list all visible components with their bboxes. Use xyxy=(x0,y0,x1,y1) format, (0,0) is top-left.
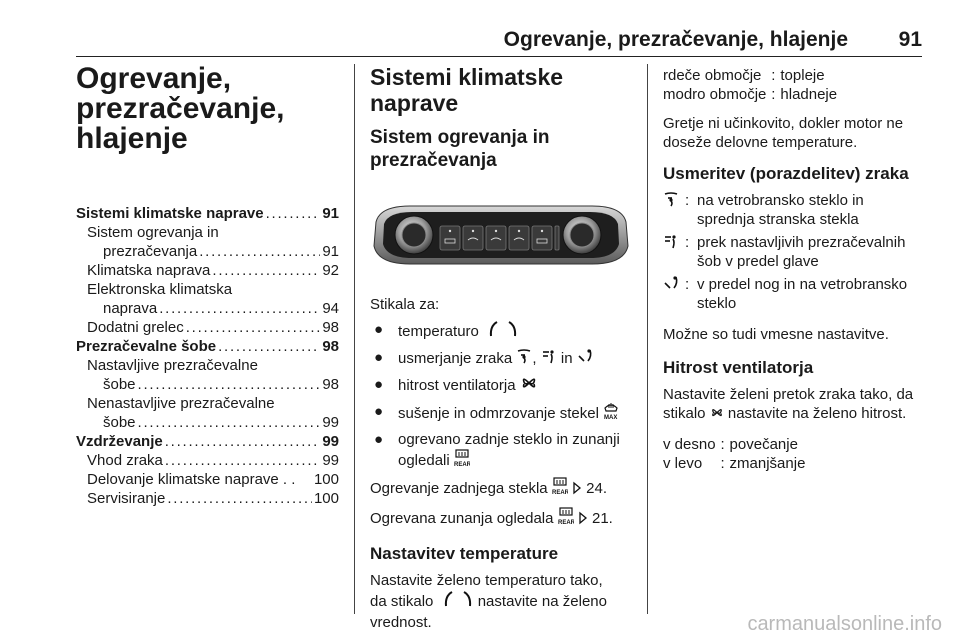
section-title xyxy=(370,64,634,116)
air-item-text xyxy=(697,275,928,313)
air-item-line: v predel nog in na vetrobransko xyxy=(697,276,908,293)
chapter-title-line: hlajenje xyxy=(76,122,188,155)
direction-key: v desno xyxy=(663,436,716,453)
table-of-contents xyxy=(76,204,339,508)
zone-value: hladneje xyxy=(780,86,838,103)
separator: : xyxy=(771,86,776,103)
fan-icon xyxy=(520,375,538,397)
direction-key: v levo xyxy=(663,455,703,472)
temperature-switch-icon xyxy=(438,590,474,613)
toc-entry-title: Servisiranje xyxy=(87,490,166,507)
air-item-line: prek nastavljivih prezračevalnih xyxy=(697,234,906,251)
paragraph-text: stikalo xyxy=(663,405,706,422)
ref-text: Ogrevana zunanja ogledala xyxy=(370,510,554,527)
paragraph-text: da stikalo xyxy=(370,593,434,610)
toc-page-number: 94 xyxy=(322,300,339,317)
toc-entry[interactable] xyxy=(76,204,339,223)
toc-leader xyxy=(218,337,320,356)
toc-entry[interactable] xyxy=(76,337,339,356)
toc-entry[interactable] xyxy=(76,470,339,489)
toc-line xyxy=(87,470,339,489)
windscreen-airflow-icon xyxy=(663,191,685,233)
toc-line xyxy=(87,223,339,242)
toc-entry-title: Prezračevalne šobe xyxy=(76,338,217,355)
fan-icon xyxy=(710,406,724,425)
toc-leader xyxy=(138,375,321,394)
separator: : xyxy=(720,455,725,472)
bullet-text: in xyxy=(560,350,573,367)
toc-page-number: 99 xyxy=(322,433,339,450)
rear-window-heating-ref xyxy=(370,477,634,500)
page-reference-arrow-icon xyxy=(578,511,588,530)
temperature-text xyxy=(370,571,634,632)
toc-leader xyxy=(165,432,321,451)
subsection-title-line: Sistem ogrevanja in xyxy=(370,127,550,148)
toc-page-number: 98 xyxy=(322,376,339,393)
toc-entry-title: Vhod zraka xyxy=(87,452,163,469)
separator: : xyxy=(685,276,690,293)
separator: : xyxy=(720,436,725,453)
chapter-title-line: prezračevanje, xyxy=(76,92,285,125)
toc-leader xyxy=(167,489,312,508)
toc-leader xyxy=(186,318,321,337)
bullet-icon: ● xyxy=(374,403,384,420)
toc-entry-title: Sistem ogrevanja in xyxy=(87,224,219,241)
ref-text: Ogrevanje zadnjega stekla xyxy=(370,480,548,497)
vent-airflow-icon xyxy=(663,233,685,275)
toc-line xyxy=(87,318,339,337)
toc-page-number: 98 xyxy=(322,319,339,336)
chapter-title-line: Ogrevanje, xyxy=(76,62,232,95)
toc-entry[interactable] xyxy=(76,223,339,261)
bullet-text: sušenje in odmrzovanje stekel xyxy=(398,405,599,422)
rear-defrost-icon xyxy=(552,477,568,500)
direction-value: zmanjšanje xyxy=(729,455,806,472)
separator: : xyxy=(771,67,776,84)
toc-leader xyxy=(199,242,320,261)
toc-entry-title: Nastavljive prezračevalne xyxy=(87,357,258,374)
air-distribution-title: Usmeritev (porazdelitev) zraka xyxy=(663,164,909,183)
list-item xyxy=(370,348,634,370)
floor-windscreen-airflow-icon xyxy=(577,348,595,370)
chapter-contents-column xyxy=(76,64,339,508)
toc-line xyxy=(87,280,339,299)
column-divider-2 xyxy=(647,64,648,614)
air-item-line: sprednja stranska stekla xyxy=(697,211,859,228)
switch-list xyxy=(370,320,634,472)
toc-entry-title: šobe xyxy=(103,376,136,393)
toc-entry[interactable] xyxy=(76,318,339,337)
fan-speed-text xyxy=(663,385,928,425)
column-divider-1 xyxy=(354,64,355,614)
list-item xyxy=(370,320,634,343)
section-title-line: naprave xyxy=(370,90,459,116)
toc-line xyxy=(87,356,339,375)
toc-line xyxy=(76,432,339,451)
list-item xyxy=(370,430,634,472)
mirror-heating-ref xyxy=(370,507,634,530)
rear-defrost-icon xyxy=(454,449,470,472)
air-item-line: šob v predel glave xyxy=(697,253,819,270)
max-defrost-icon xyxy=(603,402,619,425)
toc-page-number: 92 xyxy=(322,262,339,279)
toc-entry[interactable] xyxy=(76,432,339,451)
separator: : xyxy=(685,192,690,209)
temperature-title: Nastavitev temperature xyxy=(370,544,559,563)
page-number: 91 xyxy=(898,28,922,51)
subsection-title-line: prezračevanja xyxy=(370,150,497,171)
separator: : xyxy=(685,234,690,251)
bullet-text: usmerjanje zraka xyxy=(398,350,513,367)
climate-control-panel-illustration xyxy=(370,200,632,270)
bullet-icon: ● xyxy=(374,321,384,338)
bullet-text: temperaturo xyxy=(398,323,479,340)
toc-leader xyxy=(159,299,320,318)
toc-entry-title: Delovanje klimatske naprave . . xyxy=(87,471,296,488)
svg-text:REAR: REAR xyxy=(557,520,574,525)
toc-entry-title: Vzdrževanje xyxy=(76,433,163,450)
toc-page-number: 99 xyxy=(322,414,339,431)
rear-defrost-icon xyxy=(558,507,574,530)
toc-line xyxy=(87,451,339,470)
air-item-line: steklo xyxy=(697,295,737,312)
toc-line xyxy=(87,489,339,508)
air-item-text xyxy=(697,191,928,229)
temperature-switch-icon xyxy=(483,320,519,343)
toc-line xyxy=(76,337,339,356)
toc-line xyxy=(87,413,339,432)
vent-airflow-icon xyxy=(541,348,557,370)
toc-entry-title: Elektronska klimatska xyxy=(87,281,233,298)
toc-page-number: 99 xyxy=(322,452,339,469)
bullet-text: ogrevano zadnje steklo in zunanji xyxy=(398,431,620,448)
air-distribution-list xyxy=(663,191,928,317)
toc-entry-title: prezračevanja xyxy=(103,243,198,260)
toc-entry[interactable] xyxy=(76,489,339,508)
toc-entry[interactable] xyxy=(76,261,339,280)
section-title-line: Sistemi klimatske xyxy=(370,64,564,90)
header-rule xyxy=(76,56,922,57)
toc-entry[interactable] xyxy=(76,451,339,470)
climate-systems-column xyxy=(370,64,634,632)
heating-note: Gretje ni učinkovito, dokler motor ne doseže delovne temperature. xyxy=(663,115,904,151)
list-item xyxy=(370,375,634,397)
watermark: carmanualsonline.info xyxy=(747,613,942,635)
toc-entry[interactable] xyxy=(76,394,339,432)
toc-line xyxy=(87,394,339,413)
toc-page-number: 98 xyxy=(322,338,339,355)
fan-direction-list xyxy=(663,435,928,473)
windscreen-airflow-icon xyxy=(516,348,532,370)
bullet-text: hitrost ventilatorja xyxy=(398,377,516,394)
page-reference-arrow-icon xyxy=(572,481,582,500)
toc-line xyxy=(76,204,339,223)
toc-line xyxy=(87,299,339,318)
settings-column xyxy=(663,66,928,473)
page-reference[interactable]: 24. xyxy=(586,480,607,497)
toc-entry-title: Dodatni grelec xyxy=(87,319,184,336)
zone-key: modro območje xyxy=(663,86,767,103)
toc-page-number: 100 xyxy=(313,490,339,507)
bullet-icon: ● xyxy=(374,431,384,448)
toc-page-number: 100 xyxy=(313,471,339,488)
page-reference[interactable]: 21. xyxy=(592,510,613,527)
bullet-text: ogledali xyxy=(398,452,450,469)
running-title: Ogrevanje, prezračevanje, hlajenje xyxy=(503,28,848,51)
toc-entry[interactable] xyxy=(76,356,339,394)
toc-leader xyxy=(266,204,321,223)
bullet-icon: ● xyxy=(374,349,384,366)
paragraph-text: vrednost. xyxy=(370,614,432,631)
toc-page-number: 91 xyxy=(322,243,339,260)
chapter-title xyxy=(76,64,339,154)
toc-entry-title: šobe xyxy=(103,414,136,431)
zone-value: topleje xyxy=(780,67,825,84)
toc-leader xyxy=(212,261,320,280)
toc-entry-title: Sistemi klimatske naprave xyxy=(76,205,264,222)
paragraph-text: nastavite na želeno hitrost. xyxy=(727,405,907,422)
toc-line xyxy=(87,261,339,280)
toc-leader xyxy=(138,413,321,432)
intermediate-settings-note: Možne so tudi vmesne nastavitve. xyxy=(663,326,889,343)
toc-entry-title: Klimatska naprava xyxy=(87,262,211,279)
air-item-text xyxy=(697,233,928,271)
toc-leader xyxy=(165,451,320,470)
svg-text:MAX: MAX xyxy=(604,415,618,420)
temperature-zones xyxy=(663,66,928,104)
paragraph-text: Nastavite želeni pretok zraka tako, da xyxy=(663,386,914,403)
paragraph-text: nastavite na želeno xyxy=(477,593,607,610)
svg-text:REAR: REAR xyxy=(453,462,470,467)
air-item-line: na vetrobransko steklo in xyxy=(697,192,864,209)
switches-intro: Stikala za: xyxy=(370,296,440,313)
svg-text:REAR: REAR xyxy=(551,490,568,495)
list-item xyxy=(370,402,634,425)
fan-speed-title: Hitrost ventilatorja xyxy=(663,358,814,377)
toc-entry-title: naprava xyxy=(103,300,158,317)
toc-line xyxy=(87,242,339,261)
toc-entry[interactable] xyxy=(76,280,339,318)
floor-windscreen-airflow-icon xyxy=(663,275,685,317)
direction-value: povečanje xyxy=(729,436,798,453)
zone-key: rdeče območje xyxy=(663,67,762,84)
paragraph-text: Nastavite želeno temperaturo tako, xyxy=(370,572,603,589)
subsection-title xyxy=(370,126,634,172)
toc-page-number: 91 xyxy=(322,205,339,222)
toc-line xyxy=(87,375,339,394)
bullet-icon: ● xyxy=(374,376,384,393)
toc-entry-title: Nenastavljive prezračevalne xyxy=(87,395,275,412)
bullet-text: , xyxy=(532,350,537,367)
